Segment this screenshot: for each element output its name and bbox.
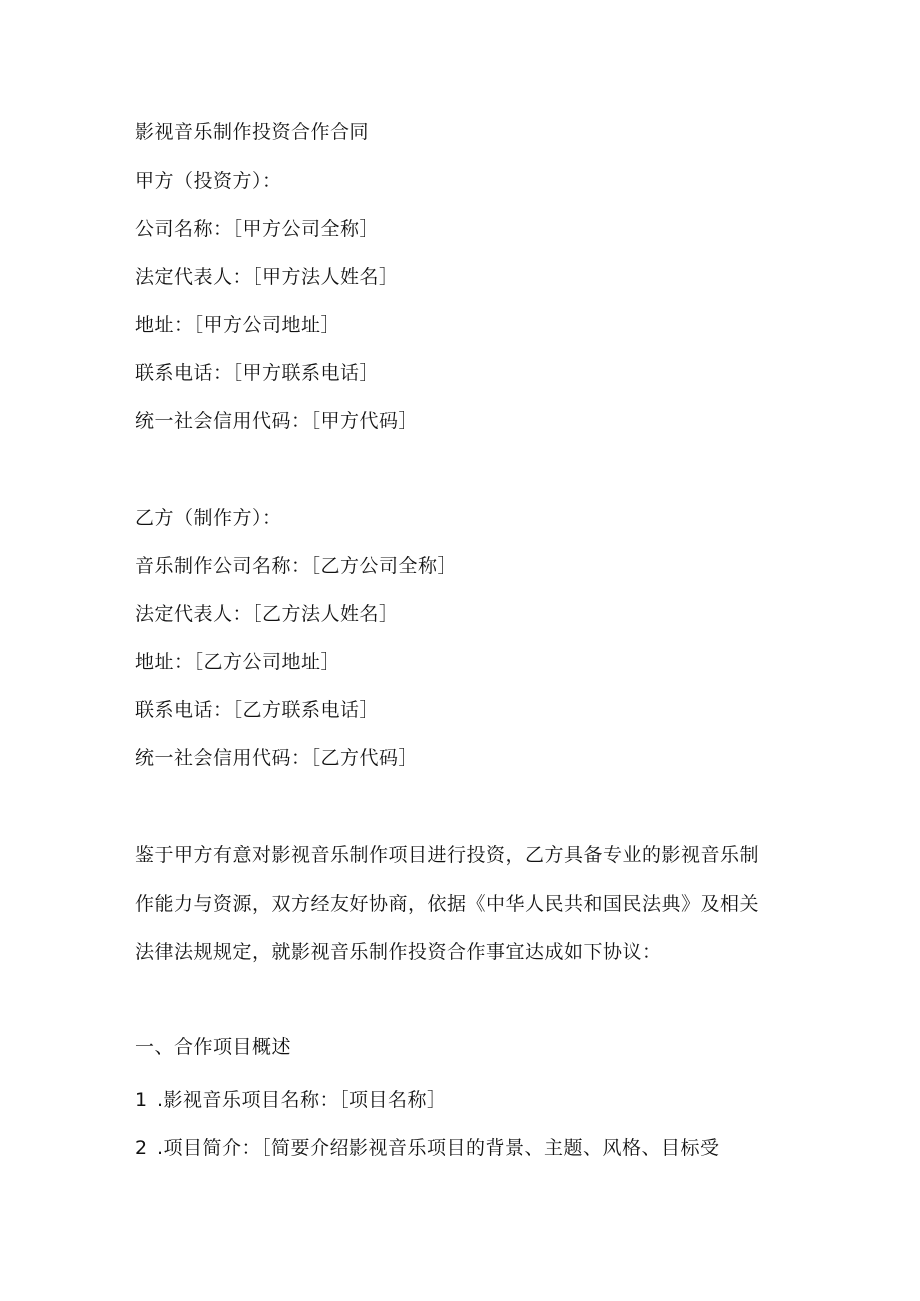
party-a-heading: 甲方（投资方）： <box>135 170 282 192</box>
item-text: .项目简介：［简要介绍影视音乐项目的背景、主题、风格、目标受 <box>157 1137 720 1159</box>
party-b-company: 音乐制作公司名称：［乙方公司全称］ <box>135 555 458 577</box>
preamble-line: 鉴于甲方有意对影视音乐制作项目进行投资，乙方具备专业的影视音乐制 <box>135 844 760 866</box>
party-b-representative: 法定代表人：［乙方法人姓名］ <box>135 603 399 625</box>
party-b-credit-code: 统一社会信用代码：［乙方代码］ <box>135 747 419 769</box>
party-a-company: 公司名称：［甲方公司全称］ <box>135 218 380 240</box>
party-b-address: 地址：［乙方公司地址］ <box>135 651 341 673</box>
section-1-item <box>135 1136 720 1160</box>
party-b-phone: 联系电话：［乙方联系电话］ <box>135 699 380 721</box>
section-1-heading: 一、合作项目概述 <box>135 1036 292 1058</box>
preamble-paragraph <box>135 843 785 989</box>
item-number: 1 <box>135 1089 148 1111</box>
preamble-line: 作能力与资源，双方经友好协商，依据《中华人民共和国民法典》及相关 <box>135 892 760 915</box>
document-title: 影视音乐制作投资合作合同 <box>135 121 370 143</box>
party-a-address: 地址：［甲方公司地址］ <box>135 314 341 336</box>
party-a-credit-code: 统一社会信用代码：［甲方代码］ <box>135 410 419 432</box>
party-b-heading: 乙方（制作方）： <box>135 507 282 529</box>
section-1-item <box>135 1088 447 1112</box>
item-text: .影视音乐项目名称：［项目名称］ <box>157 1089 447 1111</box>
party-a-phone: 联系电话：［甲方联系电话］ <box>135 362 380 384</box>
preamble-line: 法律法规规定，就影视音乐制作投资合作事宜达成如下协议： <box>135 941 662 963</box>
party-a-representative: 法定代表人：［甲方法人姓名］ <box>135 266 399 288</box>
item-number: 2 <box>135 1137 148 1159</box>
